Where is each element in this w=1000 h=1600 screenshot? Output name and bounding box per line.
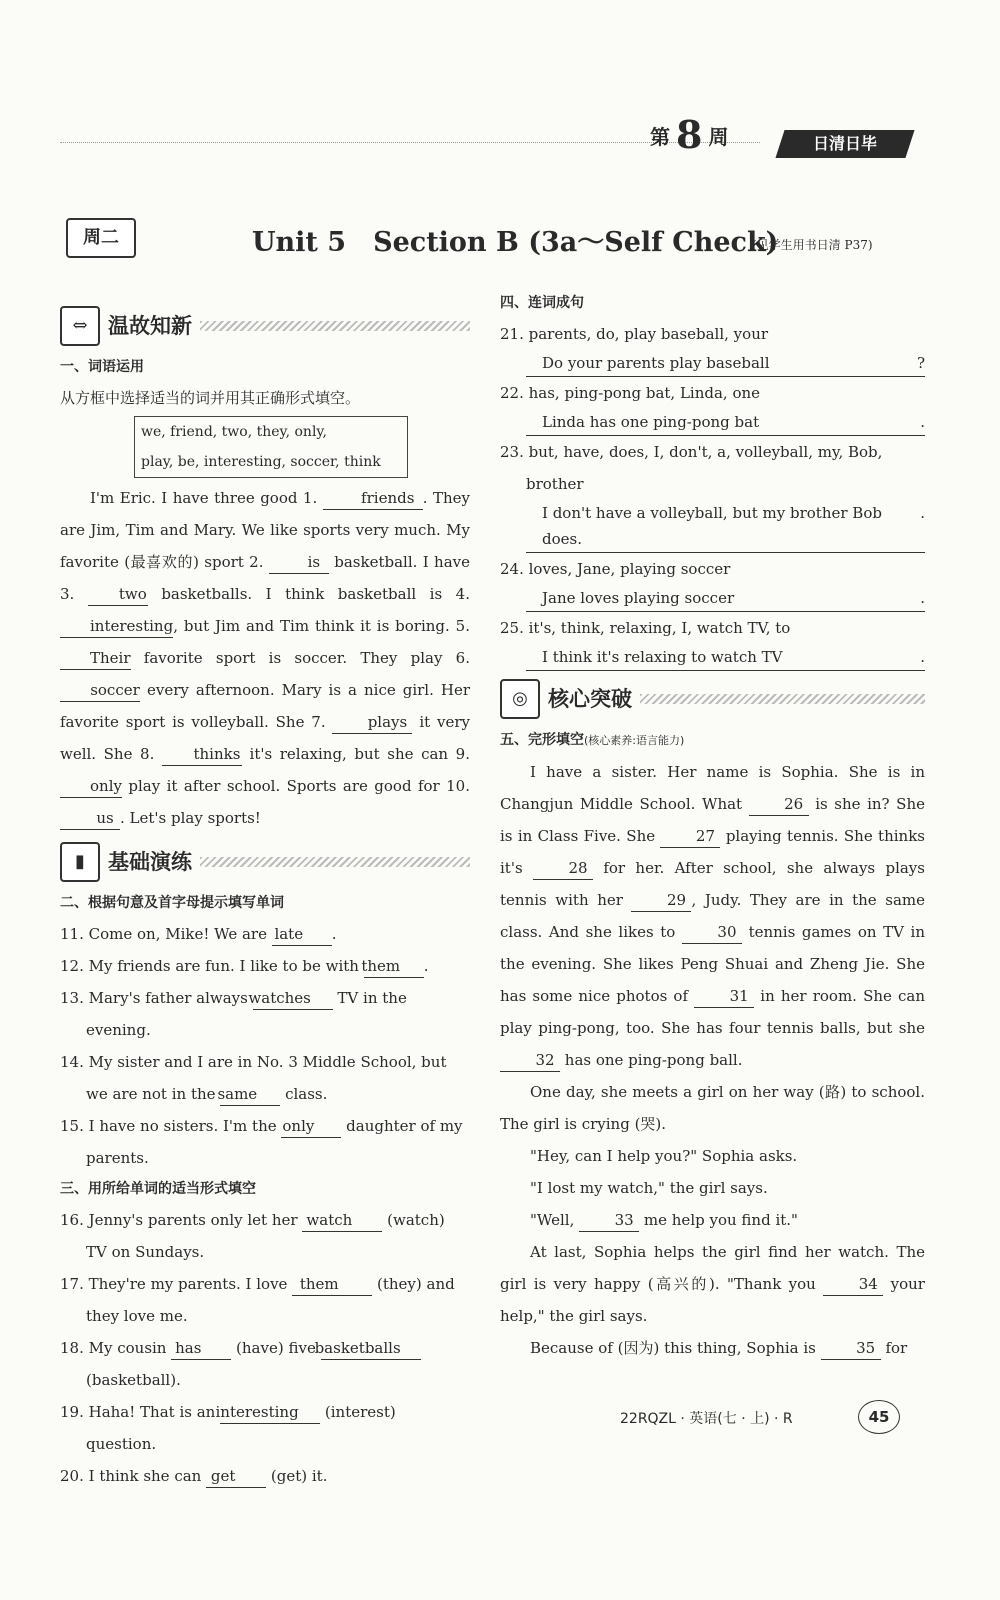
section-review: ⇔ 温故知新 (60, 306, 470, 346)
answer-blank[interactable]: watches (253, 987, 333, 1010)
question-18: 18. My cousin has (have) five basketballs (basketball). (60, 1332, 470, 1396)
question-25: 25. it's, think, relaxing, I, watch TV, to (500, 619, 791, 637)
answer-blank[interactable]: has (171, 1337, 231, 1360)
cloze-paragraph-5: "Well, 33 me help you find it." (500, 1204, 925, 1236)
question-24: 24. loves, Jane, playing soccer (500, 560, 731, 578)
right-column (500, 288, 925, 1364)
answer-blank[interactable]: soccer (60, 679, 140, 702)
answer-blank[interactable]: friends (323, 487, 423, 510)
answer-blank[interactable]: Their (60, 647, 131, 670)
section-basic: ▮ 基础演练 (60, 842, 470, 882)
question-17: 17. They're my parents. I love them (they) and they love me. (60, 1275, 455, 1325)
left-column (60, 298, 470, 1492)
question-20: 20. I think she can get (get) it. (60, 1460, 470, 1492)
answer-blank[interactable]: get (206, 1465, 266, 1488)
handshake-icon: ⇔ (60, 306, 100, 346)
answer-blank[interactable]: them (292, 1273, 372, 1296)
question-19: 19. Haha! That is an interesting (interest) question. (60, 1403, 396, 1453)
part4-heading: 四、连词成句 (500, 295, 584, 311)
cloze-blank[interactable]: 34 (823, 1273, 883, 1296)
part2-heading: 二、根据句意及首字母提示填写单词 (60, 895, 284, 911)
question-15: 15. I have no sisters. I'm the only daughter of my parents. (60, 1117, 463, 1167)
daily-badge: 日清日毕 (775, 130, 914, 158)
question-14: 14. My sister and I are in No. 3 Middle School, but we are not in the same class. (60, 1046, 470, 1110)
week-number: 8 (676, 112, 703, 157)
part1-passage: I'm Eric. I have three good 1. friends . They are Jim, Tim and Mary. We like sports very much. My favorite (最喜欢的) sport 2. is basketball. I have 3. two basketballs. I think basketball is 4. interesting, but Jim and Tim think it is boring. 5. Their favorite sport is soccer. They play 6. soccer every afternoon. Mary is a nice girl. Her favorite sport is volleyball. She 7. plays it very well. She 8. thinks it's relaxing, but she can 9. only play it after school. Sports are good for 10. us . Let's play sports! (60, 482, 470, 834)
question-23: 23. but, have, does, I, don't, a, volleyball, my, Bob, brother (500, 443, 883, 493)
question-11: 11. Come on, Mike! We are late . (60, 918, 470, 950)
answer-blank[interactable]: only (60, 775, 122, 798)
cloze-blank[interactable]: 27 (660, 825, 720, 848)
bar-chart-icon: ▮ (60, 842, 100, 882)
cloze-blank[interactable]: 26 (749, 793, 809, 816)
day-tag: 周二 (66, 218, 136, 258)
cloze-blank[interactable]: 32 (500, 1049, 560, 1072)
answer-blank[interactable]: only (281, 1115, 341, 1138)
answer-blank[interactable]: late (272, 923, 332, 946)
cloze-paragraph-3: "Hey, can I help you?" Sophia asks. (530, 1147, 798, 1165)
answer-blank[interactable]: two (88, 583, 148, 606)
answer-line-23[interactable]: I don't have a volleyball, but my brother Bob does. . (526, 500, 925, 553)
answer-blank[interactable]: same (220, 1083, 280, 1106)
part1-heading: 一、词语运用 (60, 359, 144, 375)
cloze-paragraph-4: "I lost my watch," the girl says. (530, 1179, 768, 1197)
question-21: 21. parents, do, play baseball, your (500, 325, 769, 343)
page-title: Unit 5 Section B (3a～Self Check) (252, 227, 779, 258)
page-number: 45 (858, 1400, 900, 1434)
answer-blank[interactable]: them (364, 955, 424, 978)
answer-line-22[interactable]: Linda has one ping-pong bat . (526, 409, 925, 436)
reference-note: (见学生用书日清 P37) (752, 238, 873, 252)
answer-blank[interactable]: is (269, 551, 329, 574)
cloze-blank[interactable]: 29 (631, 889, 691, 912)
question-12: 12. My friends are fun. I like to be with them . (60, 950, 470, 982)
answer-blank[interactable]: watch (302, 1209, 382, 1232)
cloze-blank[interactable]: 33 (579, 1209, 639, 1232)
question-13: 13. Mary's father always watches TV in the evening. (60, 989, 407, 1039)
answer-line-21[interactable]: Do your parents play baseball ? (526, 350, 925, 377)
answer-blank[interactable]: thinks (162, 743, 242, 766)
cloze-paragraph-7: Because of (因为) this thing, Sophia is 35 for (500, 1332, 925, 1364)
word-box: we, friend, two, they, only, play, be, interesting, soccer, think (134, 416, 408, 478)
part3-heading: 三、用所给单词的适当形式填空 (60, 1181, 256, 1197)
cloze-paragraph-2: One day, she meets a girl on her way (路) to school. The girl is crying (哭). (500, 1083, 925, 1133)
cloze-paragraph-6: At last, Sophia helps the girl find her watch. The girl is very happy (高兴的). "Thank you 34 your help," the girl says. (500, 1243, 925, 1325)
question-22: 22. has, ping-pong bat, Linda, one (500, 384, 761, 402)
cloze-blank[interactable]: 28 (533, 857, 593, 880)
book-code: 22RQZL · 英语(七 · 上) · R (620, 1411, 793, 1427)
answer-blank[interactable]: interesting (60, 615, 173, 638)
answer-blank[interactable]: plays (332, 711, 412, 734)
week-label: 第 8 周 (650, 112, 729, 157)
section-core: ◎ 核心突破 (500, 679, 925, 719)
answer-blank[interactable]: interesting (220, 1401, 320, 1424)
part1-instruction: 从方框中选择适当的词并用其正确形式填空。 (60, 389, 361, 407)
cloze-blank[interactable]: 30 (682, 921, 742, 944)
cloze-blank[interactable]: 35 (821, 1337, 881, 1360)
target-icon: ◎ (500, 679, 540, 719)
question-16: 16. Jenny's parents only let her watch (watch) TV on Sundays. (60, 1211, 445, 1261)
part5-heading: 五、完形填空(核心素养:语言能力) (500, 732, 685, 748)
cloze-blank[interactable]: 31 (694, 985, 754, 1008)
cloze-paragraph-1: I have a sister. Her name is Sophia. She is in Changjun Middle School. What 26 is she in? She is in Class Five. She 27 playing tennis. She thinks it's 28 for her. After school, she always plays tennis with her 29 , Judy. They are in the same class. And she likes to 30 tennis games on TV in the evening. She likes Peng Shuai and Zheng Jie. She has some nice photos of 31 in her room. She can play ping-pong, too. She has four tennis balls, but she 32 has one ping-pong ball. (500, 756, 925, 1076)
answer-blank[interactable]: us (60, 807, 120, 830)
answer-line-24[interactable]: Jane loves playing soccer . (526, 585, 925, 612)
answer-line-25[interactable]: I think it's relaxing to watch TV . (526, 644, 925, 671)
answer-blank[interactable]: basketballs (321, 1337, 421, 1360)
